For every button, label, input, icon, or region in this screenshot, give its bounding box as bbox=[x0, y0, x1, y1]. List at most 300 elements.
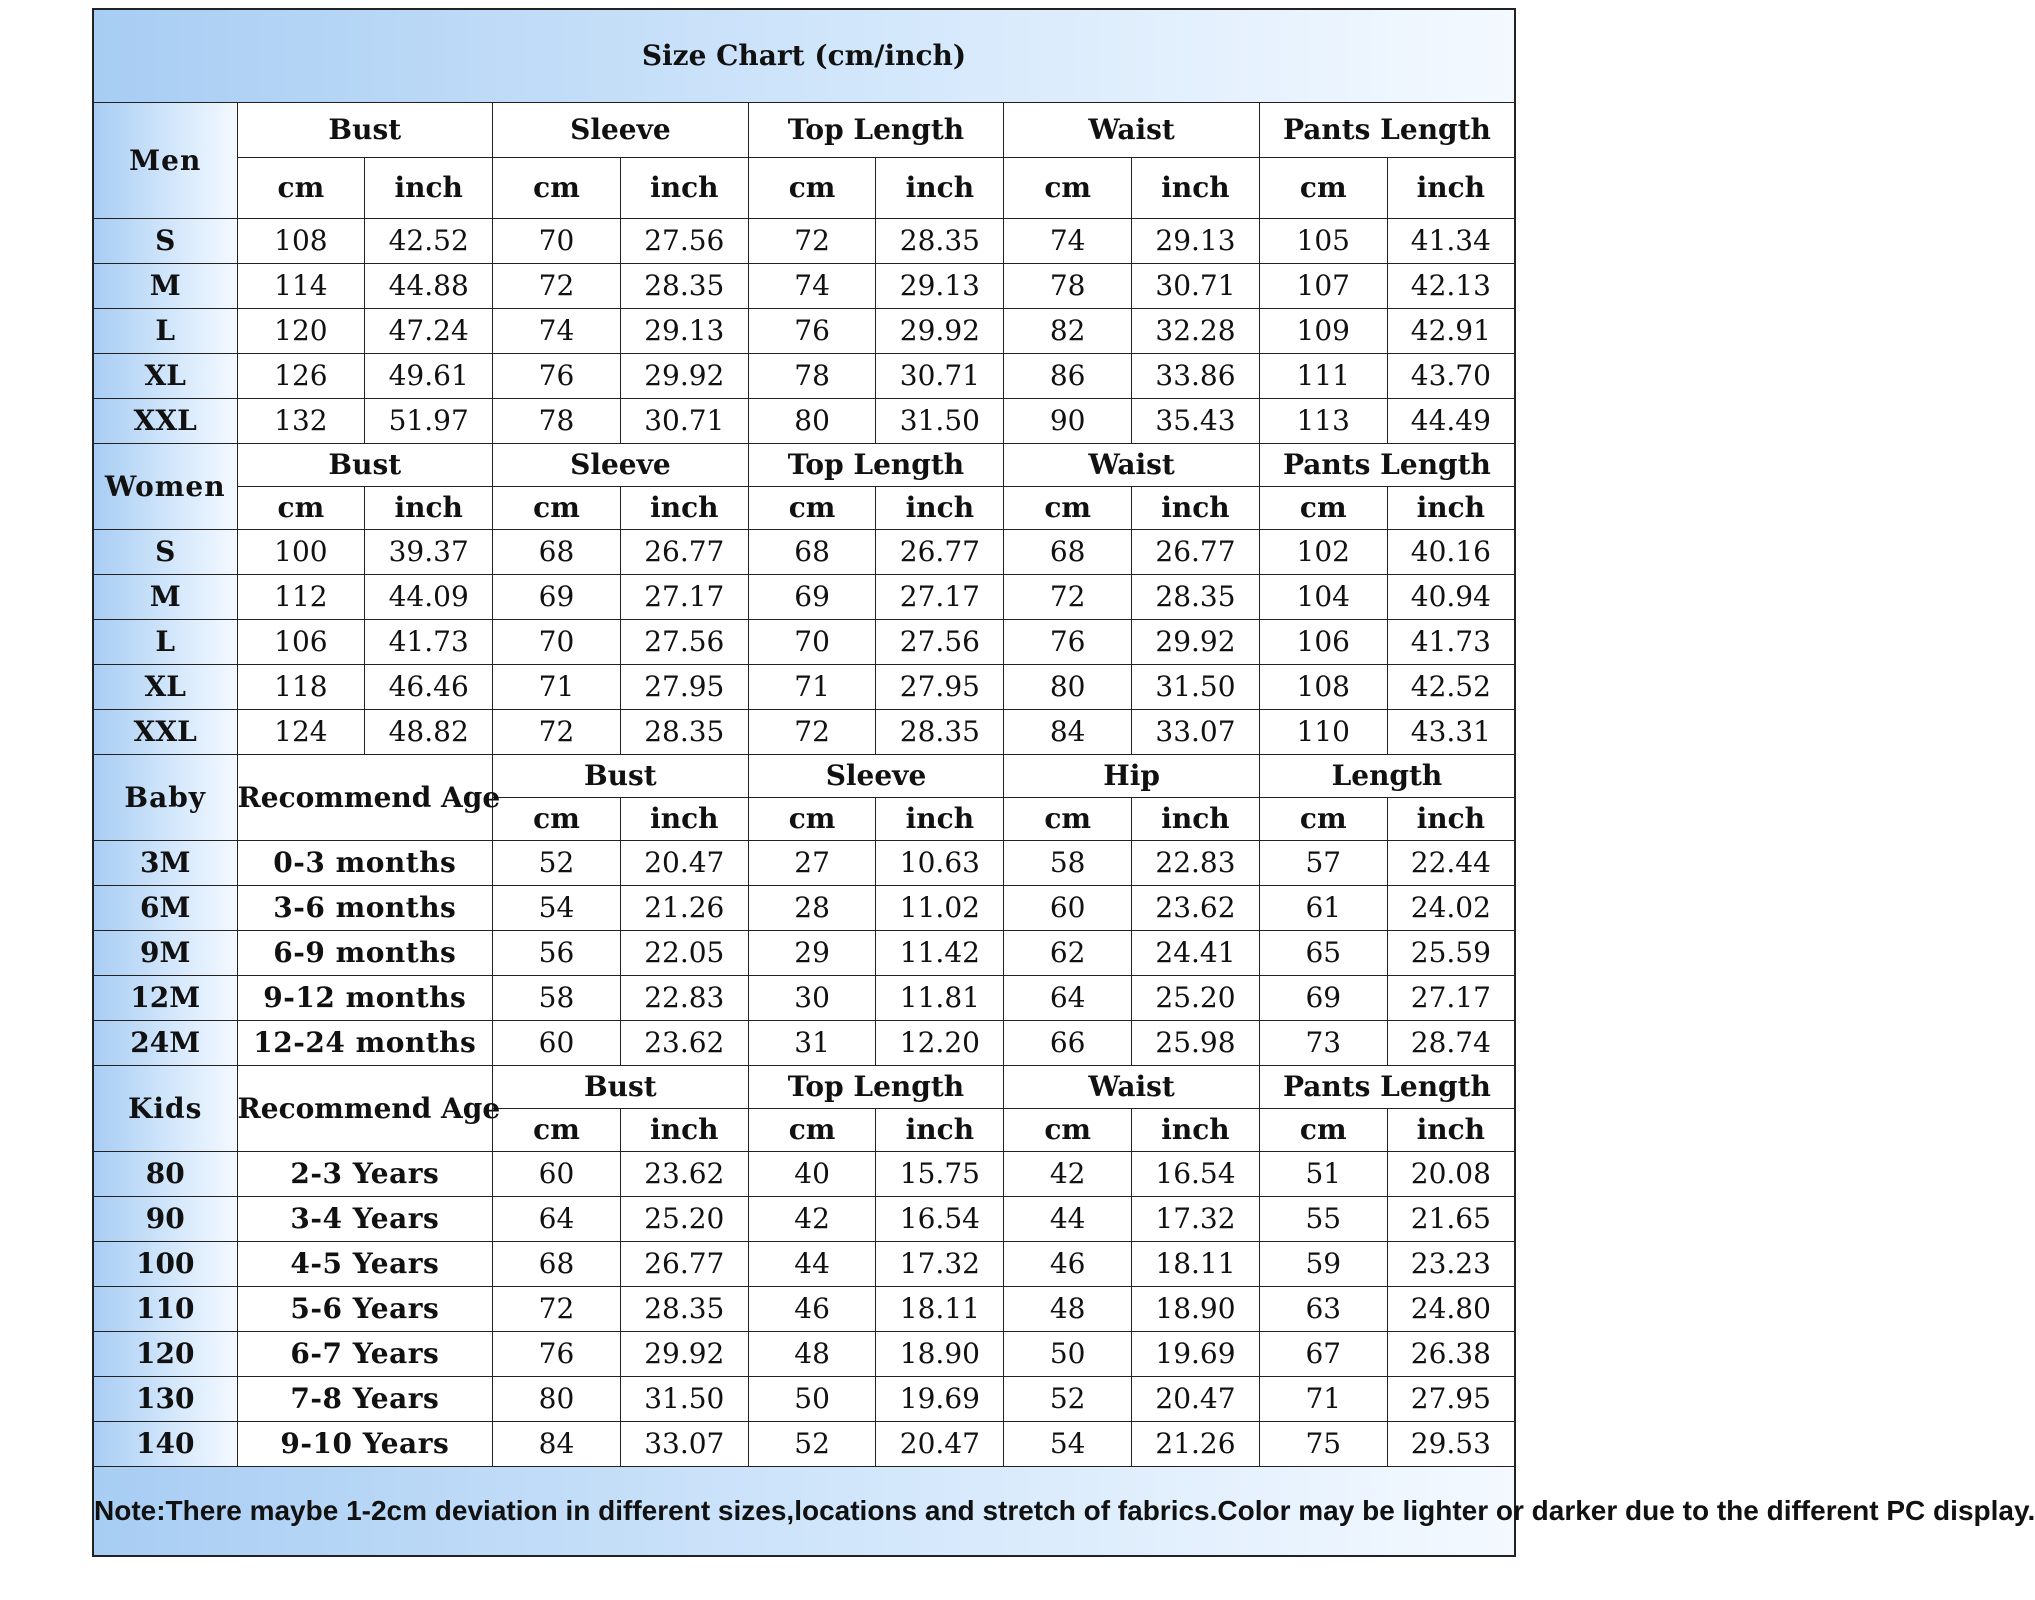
size-label: XL bbox=[93, 665, 237, 710]
measure-value: 58 bbox=[1004, 841, 1132, 886]
measure-value: 26.77 bbox=[876, 530, 1004, 575]
women-section-label: Women bbox=[93, 444, 237, 530]
measure-value: 109 bbox=[1259, 309, 1387, 354]
size-label: S bbox=[93, 219, 237, 264]
measure-value: 26.77 bbox=[1132, 530, 1260, 575]
measure-value: 44 bbox=[748, 1242, 876, 1287]
unit-cm-header: cm bbox=[748, 158, 876, 219]
measure-value: 86 bbox=[1004, 354, 1132, 399]
measure-value: 80 bbox=[493, 1377, 621, 1422]
unit-cm-header: cm bbox=[237, 487, 365, 530]
measure-value: 43.70 bbox=[1387, 354, 1515, 399]
measure-value: 78 bbox=[1004, 264, 1132, 309]
age-value: 5-6 Years bbox=[237, 1287, 493, 1332]
measure-value: 33.86 bbox=[1132, 354, 1260, 399]
measure-value: 25.20 bbox=[620, 1197, 748, 1242]
kids-size-row bbox=[93, 1422, 1515, 1467]
measure-value: 20.47 bbox=[876, 1422, 1004, 1467]
men-size-row bbox=[93, 264, 1515, 309]
measure-value: 22.05 bbox=[620, 931, 748, 976]
measure-value: 26.38 bbox=[1387, 1332, 1515, 1377]
size-label: 110 bbox=[93, 1287, 237, 1332]
baby-age-header: Recommend Age bbox=[237, 755, 493, 841]
unit-inch-header: inch bbox=[1132, 487, 1260, 530]
measure-value: 44.09 bbox=[365, 575, 493, 620]
measure-value: 18.90 bbox=[876, 1332, 1004, 1377]
size-label: XL bbox=[93, 354, 237, 399]
measure-value: 17.32 bbox=[1132, 1197, 1260, 1242]
measure-value: 30.71 bbox=[1132, 264, 1260, 309]
measure-value: 52 bbox=[748, 1422, 876, 1467]
measure-value: 44 bbox=[1004, 1197, 1132, 1242]
unit-cm-header: cm bbox=[1004, 1109, 1132, 1152]
measure-value: 70 bbox=[493, 219, 621, 264]
measure-value: 51.97 bbox=[365, 399, 493, 444]
measure-value: 24.02 bbox=[1387, 886, 1515, 931]
measure-value: 42 bbox=[748, 1197, 876, 1242]
unit-inch-header: inch bbox=[620, 1109, 748, 1152]
men-group-header: Sleeve bbox=[493, 103, 749, 158]
unit-cm-header: cm bbox=[1259, 487, 1387, 530]
measure-value: 48.82 bbox=[365, 710, 493, 755]
measure-value: 19.69 bbox=[1132, 1332, 1260, 1377]
age-value: 4-5 Years bbox=[237, 1242, 493, 1287]
unit-inch-header: inch bbox=[620, 487, 748, 530]
women-size-row bbox=[93, 575, 1515, 620]
unit-inch-header: inch bbox=[365, 487, 493, 530]
unit-inch-header: inch bbox=[1387, 158, 1515, 219]
measure-value: 31 bbox=[748, 1021, 876, 1066]
measure-value: 29.13 bbox=[876, 264, 1004, 309]
measure-value: 52 bbox=[1004, 1377, 1132, 1422]
measure-value: 10.63 bbox=[876, 841, 1004, 886]
measure-value: 74 bbox=[493, 309, 621, 354]
measure-value: 71 bbox=[748, 665, 876, 710]
measure-value: 28.74 bbox=[1387, 1021, 1515, 1066]
measure-value: 42.52 bbox=[365, 219, 493, 264]
measure-value: 40.94 bbox=[1387, 575, 1515, 620]
age-value: 6-9 months bbox=[237, 931, 493, 976]
measure-value: 102 bbox=[1259, 530, 1387, 575]
age-value: 7-8 Years bbox=[237, 1377, 493, 1422]
men-size-row bbox=[93, 399, 1515, 444]
men-group-header: Top Length bbox=[748, 103, 1004, 158]
size-chart-table bbox=[92, 8, 2035, 1557]
size-label: L bbox=[93, 620, 237, 665]
measure-value: 75 bbox=[1259, 1422, 1387, 1467]
kids-age-header: Recommend Age bbox=[237, 1066, 493, 1152]
measure-value: 27.56 bbox=[876, 620, 1004, 665]
size-label: XXL bbox=[93, 710, 237, 755]
measure-value: 47.24 bbox=[365, 309, 493, 354]
age-value: 0-3 months bbox=[237, 841, 493, 886]
measure-value: 39.37 bbox=[365, 530, 493, 575]
unit-cm-header: cm bbox=[1004, 158, 1132, 219]
men-size-row bbox=[93, 309, 1515, 354]
measure-value: 44.88 bbox=[365, 264, 493, 309]
measure-value: 20.47 bbox=[620, 841, 748, 886]
measure-value: 74 bbox=[1004, 219, 1132, 264]
measure-value: 76 bbox=[1004, 620, 1132, 665]
measure-value: 28 bbox=[748, 886, 876, 931]
measure-value: 42.91 bbox=[1387, 309, 1515, 354]
unit-inch-header: inch bbox=[1132, 798, 1260, 841]
measure-value: 11.02 bbox=[876, 886, 1004, 931]
measure-value: 59 bbox=[1259, 1242, 1387, 1287]
measure-value: 42.13 bbox=[1387, 264, 1515, 309]
measure-value: 105 bbox=[1259, 219, 1387, 264]
measure-value: 40 bbox=[748, 1152, 876, 1197]
measure-value: 27.17 bbox=[876, 575, 1004, 620]
measure-value: 60 bbox=[493, 1021, 621, 1066]
measure-value: 90 bbox=[1004, 399, 1132, 444]
measure-value: 26.77 bbox=[620, 1242, 748, 1287]
measure-value: 113 bbox=[1259, 399, 1387, 444]
kids-group-header: Bust bbox=[493, 1066, 749, 1109]
measure-value: 100 bbox=[237, 530, 365, 575]
men-group-header: Pants Length bbox=[1259, 103, 1515, 158]
measure-value: 27.56 bbox=[620, 620, 748, 665]
unit-inch-header: inch bbox=[876, 1109, 1004, 1152]
kids-size-row bbox=[93, 1377, 1515, 1422]
measure-value: 70 bbox=[748, 620, 876, 665]
kids-size-row bbox=[93, 1197, 1515, 1242]
measure-value: 46.46 bbox=[365, 665, 493, 710]
measure-value: 28.35 bbox=[620, 264, 748, 309]
unit-inch-header: inch bbox=[1132, 1109, 1260, 1152]
measure-value: 17.32 bbox=[876, 1242, 1004, 1287]
measure-value: 52 bbox=[493, 841, 621, 886]
women-group-header: Waist bbox=[1004, 444, 1260, 487]
measure-value: 25.20 bbox=[1132, 976, 1260, 1021]
women-group-header: Top Length bbox=[748, 444, 1004, 487]
age-value: 3-6 months bbox=[237, 886, 493, 931]
measure-value: 46 bbox=[1004, 1242, 1132, 1287]
measure-value: 64 bbox=[493, 1197, 621, 1242]
measure-value: 106 bbox=[237, 620, 365, 665]
baby-size-row bbox=[93, 931, 1515, 976]
measure-value: 29.92 bbox=[620, 1332, 748, 1377]
unit-inch-header: inch bbox=[620, 158, 748, 219]
measure-value: 41.34 bbox=[1387, 219, 1515, 264]
size-label: 3M bbox=[93, 841, 237, 886]
unit-cm-header: cm bbox=[1004, 487, 1132, 530]
measure-value: 29.92 bbox=[620, 354, 748, 399]
measure-value: 29.13 bbox=[1132, 219, 1260, 264]
measure-value: 58 bbox=[493, 976, 621, 1021]
measure-value: 44.49 bbox=[1387, 399, 1515, 444]
size-label: 80 bbox=[93, 1152, 237, 1197]
measure-value: 26.77 bbox=[620, 530, 748, 575]
size-label: 100 bbox=[93, 1242, 237, 1287]
men-group-header: Bust bbox=[237, 103, 493, 158]
measure-value: 108 bbox=[237, 219, 365, 264]
baby-size-row bbox=[93, 886, 1515, 931]
unit-inch-header: inch bbox=[620, 798, 748, 841]
unit-cm-header: cm bbox=[493, 1109, 621, 1152]
measure-value: 11.81 bbox=[876, 976, 1004, 1021]
size-label: XXL bbox=[93, 399, 237, 444]
measure-value: 51 bbox=[1259, 1152, 1387, 1197]
size-label: 9M bbox=[93, 931, 237, 976]
kids-size-row bbox=[93, 1242, 1515, 1287]
measure-value: 124 bbox=[237, 710, 365, 755]
measure-value: 16.54 bbox=[1132, 1152, 1260, 1197]
measure-value: 33.07 bbox=[620, 1422, 748, 1467]
measure-value: 68 bbox=[748, 530, 876, 575]
measure-value: 68 bbox=[493, 530, 621, 575]
measure-value: 69 bbox=[493, 575, 621, 620]
measure-value: 57 bbox=[1259, 841, 1387, 886]
unit-inch-header: inch bbox=[1387, 487, 1515, 530]
age-value: 9-10 Years bbox=[237, 1422, 493, 1467]
measure-value: 23.23 bbox=[1387, 1242, 1515, 1287]
measure-value: 84 bbox=[493, 1422, 621, 1467]
measure-value: 76 bbox=[493, 1332, 621, 1377]
size-label: 120 bbox=[93, 1332, 237, 1377]
measure-value: 74 bbox=[748, 264, 876, 309]
measure-value: 111 bbox=[1259, 354, 1387, 399]
size-label: 6M bbox=[93, 886, 237, 931]
measure-value: 71 bbox=[1259, 1377, 1387, 1422]
measure-value: 104 bbox=[1259, 575, 1387, 620]
measure-value: 21.26 bbox=[1132, 1422, 1260, 1467]
baby-size-row bbox=[93, 1021, 1515, 1066]
kids-size-row bbox=[93, 1152, 1515, 1197]
measure-value: 27 bbox=[748, 841, 876, 886]
measure-value: 54 bbox=[1004, 1422, 1132, 1467]
measure-value: 106 bbox=[1259, 620, 1387, 665]
measure-value: 114 bbox=[237, 264, 365, 309]
women-group-header: Bust bbox=[237, 444, 493, 487]
measure-value: 28.35 bbox=[1132, 575, 1260, 620]
age-value: 9-12 months bbox=[237, 976, 493, 1021]
measure-value: 78 bbox=[493, 399, 621, 444]
unit-cm-header: cm bbox=[1259, 1109, 1387, 1152]
measure-value: 107 bbox=[1259, 264, 1387, 309]
unit-inch-header: inch bbox=[1132, 158, 1260, 219]
measure-value: 30.71 bbox=[876, 354, 1004, 399]
age-value: 2-3 Years bbox=[237, 1152, 493, 1197]
measure-value: 28.35 bbox=[620, 710, 748, 755]
unit-cm-header: cm bbox=[748, 1109, 876, 1152]
measure-value: 63 bbox=[1259, 1287, 1387, 1332]
measure-value: 25.98 bbox=[1132, 1021, 1260, 1066]
measure-value: 35.43 bbox=[1132, 399, 1260, 444]
unit-cm-header: cm bbox=[493, 158, 621, 219]
measure-value: 23.62 bbox=[620, 1021, 748, 1066]
measure-value: 48 bbox=[748, 1332, 876, 1377]
measure-value: 72 bbox=[493, 1287, 621, 1332]
unit-inch-header: inch bbox=[876, 798, 1004, 841]
unit-inch-header: inch bbox=[876, 487, 1004, 530]
baby-group-header: Bust bbox=[493, 755, 749, 798]
measure-value: 42.52 bbox=[1387, 665, 1515, 710]
size-label: 24M bbox=[93, 1021, 237, 1066]
women-group-header: Sleeve bbox=[493, 444, 749, 487]
measure-value: 25.59 bbox=[1387, 931, 1515, 976]
measure-value: 118 bbox=[237, 665, 365, 710]
measure-value: 22.44 bbox=[1387, 841, 1515, 886]
measure-value: 50 bbox=[748, 1377, 876, 1422]
men-group-header: Waist bbox=[1004, 103, 1260, 158]
measure-value: 27.95 bbox=[1387, 1377, 1515, 1422]
measure-value: 67 bbox=[1259, 1332, 1387, 1377]
measure-value: 54 bbox=[493, 886, 621, 931]
women-size-row bbox=[93, 530, 1515, 575]
measure-value: 70 bbox=[493, 620, 621, 665]
measure-value: 30 bbox=[748, 976, 876, 1021]
measure-value: 27.17 bbox=[620, 575, 748, 620]
measure-value: 48 bbox=[1004, 1287, 1132, 1332]
measure-value: 112 bbox=[237, 575, 365, 620]
measure-value: 11.42 bbox=[876, 931, 1004, 976]
kids-group-header: Waist bbox=[1004, 1066, 1260, 1109]
women-size-row bbox=[93, 665, 1515, 710]
size-label: M bbox=[93, 264, 237, 309]
baby-group-header: Length bbox=[1259, 755, 1515, 798]
measure-value: 21.65 bbox=[1387, 1197, 1515, 1242]
measure-value: 76 bbox=[748, 309, 876, 354]
baby-group-header: Hip bbox=[1004, 755, 1260, 798]
measure-value: 29.13 bbox=[620, 309, 748, 354]
kids-group-header: Top Length bbox=[748, 1066, 1004, 1109]
measure-value: 18.90 bbox=[1132, 1287, 1260, 1332]
measure-value: 29.92 bbox=[1132, 620, 1260, 665]
measure-value: 28.35 bbox=[876, 219, 1004, 264]
measure-value: 80 bbox=[1004, 665, 1132, 710]
measure-value: 132 bbox=[237, 399, 365, 444]
age-value: 6-7 Years bbox=[237, 1332, 493, 1377]
measure-value: 78 bbox=[748, 354, 876, 399]
measure-value: 64 bbox=[1004, 976, 1132, 1021]
measure-value: 84 bbox=[1004, 710, 1132, 755]
kids-size-row bbox=[93, 1287, 1515, 1332]
women-group-header: Pants Length bbox=[1259, 444, 1515, 487]
measure-value: 22.83 bbox=[1132, 841, 1260, 886]
measure-value: 27.56 bbox=[620, 219, 748, 264]
measure-value: 31.50 bbox=[620, 1377, 748, 1422]
size-label: 140 bbox=[93, 1422, 237, 1467]
unit-inch-header: inch bbox=[365, 158, 493, 219]
measure-value: 120 bbox=[237, 309, 365, 354]
measure-value: 29.92 bbox=[876, 309, 1004, 354]
measure-value: 16.54 bbox=[876, 1197, 1004, 1242]
size-label: 90 bbox=[93, 1197, 237, 1242]
measure-value: 50 bbox=[1004, 1332, 1132, 1377]
measure-value: 29 bbox=[748, 931, 876, 976]
measure-value: 68 bbox=[493, 1242, 621, 1287]
age-value: 12-24 months bbox=[237, 1021, 493, 1066]
measure-value: 55 bbox=[1259, 1197, 1387, 1242]
measure-value: 27.95 bbox=[620, 665, 748, 710]
measure-value: 56 bbox=[493, 931, 621, 976]
age-value: 3-4 Years bbox=[237, 1197, 493, 1242]
measure-value: 71 bbox=[493, 665, 621, 710]
measure-value: 33.07 bbox=[1132, 710, 1260, 755]
measure-value: 23.62 bbox=[1132, 886, 1260, 931]
measure-value: 69 bbox=[748, 575, 876, 620]
measure-value: 20.08 bbox=[1387, 1152, 1515, 1197]
measure-value: 24.41 bbox=[1132, 931, 1260, 976]
unit-cm-header: cm bbox=[748, 798, 876, 841]
measure-value: 15.75 bbox=[876, 1152, 1004, 1197]
measure-value: 76 bbox=[493, 354, 621, 399]
measure-value: 29.53 bbox=[1387, 1422, 1515, 1467]
measure-value: 27.95 bbox=[876, 665, 1004, 710]
unit-inch-header: inch bbox=[1387, 1109, 1515, 1152]
size-label: 12M bbox=[93, 976, 237, 1021]
measure-value: 41.73 bbox=[365, 620, 493, 665]
measure-value: 72 bbox=[748, 219, 876, 264]
measure-value: 43.31 bbox=[1387, 710, 1515, 755]
measure-value: 31.50 bbox=[1132, 665, 1260, 710]
measure-value: 31.50 bbox=[876, 399, 1004, 444]
unit-cm-header: cm bbox=[1259, 158, 1387, 219]
measure-value: 80 bbox=[748, 399, 876, 444]
measure-value: 62 bbox=[1004, 931, 1132, 976]
women-size-row bbox=[93, 620, 1515, 665]
measure-value: 30.71 bbox=[620, 399, 748, 444]
size-label: 130 bbox=[93, 1377, 237, 1422]
unit-cm-header: cm bbox=[493, 487, 621, 530]
unit-cm-header: cm bbox=[748, 487, 876, 530]
measure-value: 18.11 bbox=[876, 1287, 1004, 1332]
measure-value: 68 bbox=[1004, 530, 1132, 575]
chart-title: Size Chart (cm/inch) bbox=[93, 9, 1515, 103]
measure-value: 49.61 bbox=[365, 354, 493, 399]
measure-value: 72 bbox=[748, 710, 876, 755]
measure-value: 60 bbox=[493, 1152, 621, 1197]
measure-value: 66 bbox=[1004, 1021, 1132, 1066]
kids-section-label: Kids bbox=[93, 1066, 237, 1152]
unit-cm-header: cm bbox=[1004, 798, 1132, 841]
measure-value: 24.80 bbox=[1387, 1287, 1515, 1332]
measure-value: 41.73 bbox=[1387, 620, 1515, 665]
unit-cm-header: cm bbox=[1259, 798, 1387, 841]
unit-inch-header: inch bbox=[1387, 798, 1515, 841]
measure-value: 69 bbox=[1259, 976, 1387, 1021]
measure-value: 20.47 bbox=[1132, 1377, 1260, 1422]
measure-value: 108 bbox=[1259, 665, 1387, 710]
measure-value: 18.11 bbox=[1132, 1242, 1260, 1287]
size-label: M bbox=[93, 575, 237, 620]
measure-value: 22.83 bbox=[620, 976, 748, 1021]
unit-cm-header: cm bbox=[493, 798, 621, 841]
note-text: Note:There maybe 1-2cm deviation in different sizes,locations and stretch of fabrics.Color may be lighter or darker due to the different PC display. bbox=[93, 1467, 1515, 1557]
measure-value: 28.35 bbox=[620, 1287, 748, 1332]
measure-value: 40.16 bbox=[1387, 530, 1515, 575]
measure-value: 82 bbox=[1004, 309, 1132, 354]
size-label: L bbox=[93, 309, 237, 354]
measure-value: 60 bbox=[1004, 886, 1132, 931]
measure-value: 27.17 bbox=[1387, 976, 1515, 1021]
measure-value: 72 bbox=[1004, 575, 1132, 620]
measure-value: 65 bbox=[1259, 931, 1387, 976]
size-label: S bbox=[93, 530, 237, 575]
measure-value: 42 bbox=[1004, 1152, 1132, 1197]
baby-size-row bbox=[93, 976, 1515, 1021]
measure-value: 23.62 bbox=[620, 1152, 748, 1197]
measure-value: 73 bbox=[1259, 1021, 1387, 1066]
kids-group-header: Pants Length bbox=[1259, 1066, 1515, 1109]
men-size-row bbox=[93, 219, 1515, 264]
measure-value: 126 bbox=[237, 354, 365, 399]
measure-value: 72 bbox=[493, 264, 621, 309]
measure-value: 61 bbox=[1259, 886, 1387, 931]
measure-value: 28.35 bbox=[876, 710, 1004, 755]
unit-cm-header: cm bbox=[237, 158, 365, 219]
